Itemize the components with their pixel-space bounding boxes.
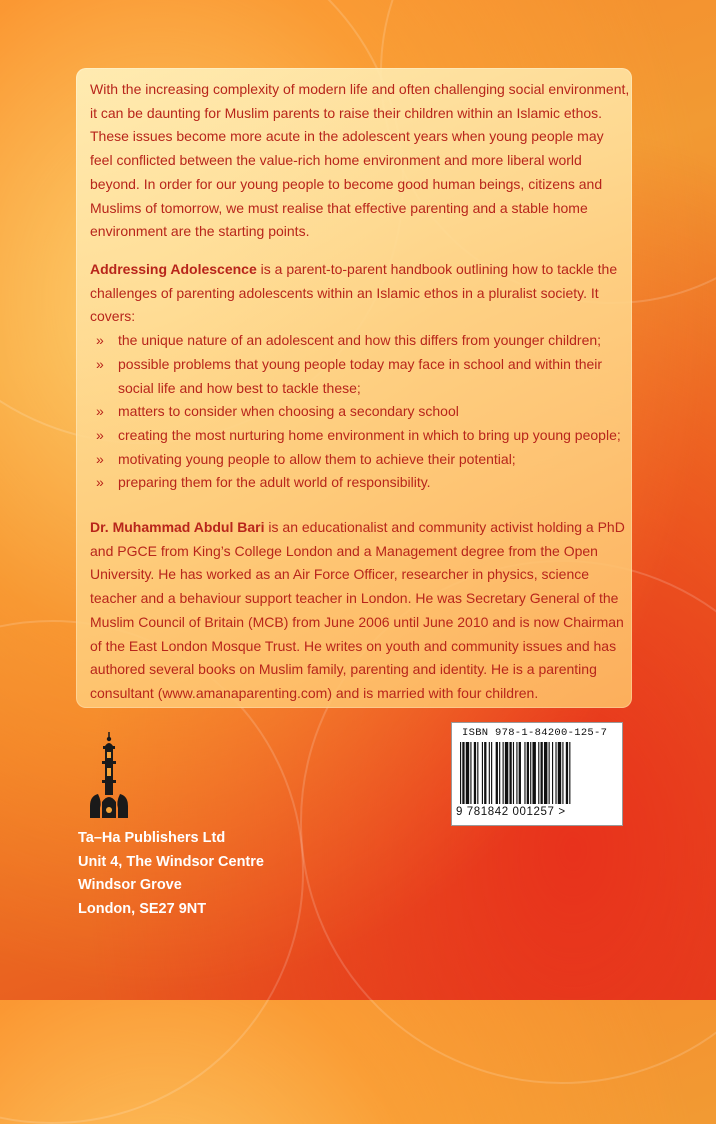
barcode-bar	[552, 742, 553, 804]
bullet-mark: »	[96, 332, 104, 349]
intro-paragraph: With the increasing complexity of modern life and often challenging social environment, it can be daunting for Muslim parents to raise their children within an Islamic ethos. These issues become more acute in the adolescent years when young people may feel conflicted between the value-rich home environment and more liberal world beyond. In order for our young people to become good human beings, citizens and Muslims of tomorrow, we must realise that effective parenting and a stable home environment are the starting points.	[90, 81, 630, 240]
list-item: » the unique nature of an adolescent and how this differs from younger children;	[90, 329, 630, 353]
barcode-bar	[477, 742, 478, 804]
barcode-bar	[541, 742, 543, 804]
publisher-address	[78, 827, 264, 921]
book-title: Addressing Adolescence	[90, 261, 257, 277]
barcode-bar	[496, 742, 498, 804]
list-item: » matters to consider when choosing a secondary school	[90, 400, 630, 424]
barcode-number: 9 781842 001257 >	[456, 806, 566, 818]
barcode-bar	[549, 742, 550, 804]
barcode-bar	[505, 742, 508, 804]
barcode-bar	[462, 742, 464, 804]
isbn-label: ISBN 978-1-84200-125-7	[462, 727, 608, 739]
barcode-bar	[491, 742, 492, 804]
barcode-bar	[460, 742, 461, 804]
barcode-bar	[482, 742, 483, 804]
list-item: » preparing them for the adult world of responsibility.	[90, 471, 630, 495]
barcode-bar	[524, 742, 525, 804]
barcode-bar	[499, 742, 500, 804]
topics-list	[90, 329, 630, 495]
minaret-logo-icon	[88, 732, 130, 820]
bullet-mark: »	[96, 426, 104, 443]
address-line: London, SE27 9NT	[78, 900, 207, 917]
barcode-bar	[527, 742, 529, 804]
barcode-bar	[569, 742, 570, 804]
list-item: » motivating young people to allow them to achieve their potential;	[90, 448, 630, 472]
list-item: » possible problems that young people today may face in school and within their social life and how best to tackle these;	[90, 353, 630, 400]
bullet-mark: »	[96, 355, 104, 372]
isbn-barcode-box	[451, 722, 623, 826]
summary-intro	[90, 258, 630, 329]
barcode-bar	[513, 742, 514, 804]
author-bio	[90, 516, 630, 706]
barcode-icon	[460, 742, 606, 804]
author-name: Dr. Muhammad Abdul Bari	[90, 519, 265, 535]
publisher-name: Ta–Ha Publishers Ltd	[78, 830, 226, 846]
list-item: » creating the most nurturing home environment in which to bring up young people;	[90, 424, 630, 448]
barcode-bar	[516, 742, 517, 804]
barcode-bar	[562, 742, 563, 804]
barcode-bar	[544, 742, 547, 804]
barcode-bar	[503, 742, 504, 804]
barcode-bar	[558, 742, 561, 804]
barcode-bar	[489, 742, 490, 804]
barcode-bar	[519, 742, 521, 804]
barcode-bar	[530, 742, 531, 804]
barcode-bar	[466, 742, 469, 804]
barcode-bar	[509, 742, 511, 804]
bullet-mark: »	[96, 474, 104, 491]
author-bio-text: is an educationalist and community activist holding a PhD and PGCE from King’s College London and a Management degree from the Open University. He has worked as an Air Force Officer, researcher in physics, science teacher and a behaviour support teacher in London. He was Secretary General of the Muslim Council of Britain (MCB) from June 2006 until June 2010 and is now Chairman of the East London Mosque Trust. He writes on youth and community issues and has authored several books on Muslim family, parenting and identity. He is a parenting consultant (www.amanaparenting.com) and is married with four children.	[90, 519, 625, 701]
bullet-mark: »	[96, 450, 104, 467]
summary-text: is a parent-to-parent handbook outlining how to tackle the challenges of parenting adolescents within an Islamic ethos in a pluralist society. It covers:	[90, 261, 618, 325]
barcode-bar	[484, 742, 486, 804]
address-line: Unit 4, The Windsor Centre	[78, 853, 264, 870]
barcode-bar	[566, 742, 568, 804]
address-line: Windsor Grove	[78, 877, 182, 893]
barcode-bar	[532, 742, 535, 804]
barcode-bar	[470, 742, 471, 804]
barcode-bar	[538, 742, 539, 804]
barcode-bar	[474, 742, 476, 804]
book-summary	[90, 258, 630, 495]
bullet-mark: »	[96, 403, 104, 420]
barcode-bar	[555, 742, 556, 804]
